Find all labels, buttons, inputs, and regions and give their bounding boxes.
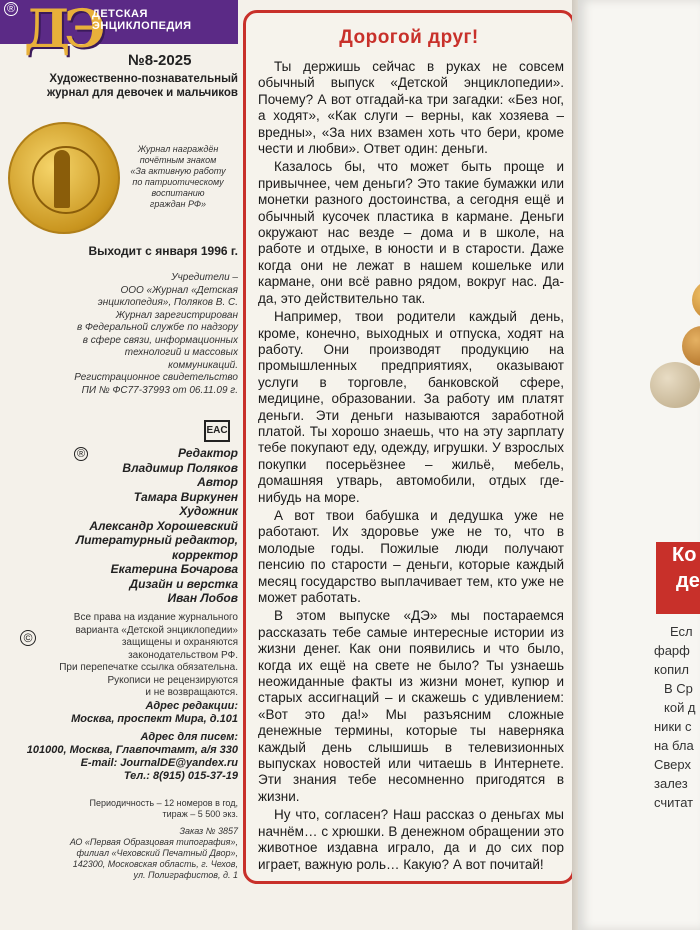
periodicity <box>4 798 238 820</box>
printer-line: филиал «Чеховский Печатный Двор», <box>76 848 238 858</box>
publishing-since: Выходит с января 1996 г. <box>88 244 238 258</box>
letter-paragraph: Ну что, согласен? Наш рассказ о деньгах мы начнём… с хрюшки. В денежном обращении это животное издавна играло, да и до сих пор играет, важную роль… Какую? А вот почитай! <box>258 807 564 872</box>
credit-role: Литературный редактор, <box>75 533 238 547</box>
founders-line: ПИ № ФС77-37993 от 06.11.09 г. <box>81 384 238 396</box>
credit-role: Дизайн и верстка <box>129 576 238 591</box>
credit-person: Иван Лобов <box>167 591 238 605</box>
printer-line: 142300, Московская область, г. Чехов, <box>72 859 238 869</box>
credit-person: Тамара Виркунен <box>133 489 238 504</box>
credit-person: Екатерина Бочарова <box>110 562 238 576</box>
editor-letter <box>243 10 575 884</box>
letter-paragraph: Казалось бы, что может быть проще и привычнее, чем деньги? Это такие бумажки или монетки разного достоинства, а сегодня ещё и обычный кусочек пластика в кармане. Деньги окружают нас везде – дома и в школе, на работе и отдыхе, в юности и в старости. Даже когда они не лежат в нашем кошельке или кармане, они всё равно рядом, вокруг нас. Да-да, это действительно так. <box>258 159 564 306</box>
credit-role: Художник <box>179 504 238 518</box>
text-fragment: кой д <box>664 700 696 715</box>
credit-role: корректор <box>172 547 238 562</box>
award-note-line: воспитанию <box>151 188 205 198</box>
credit-role: Автор <box>197 475 238 489</box>
founders-line: энциклопедия», Поляков В. С. <box>97 297 238 308</box>
address-label: Адрес для писем: <box>140 731 238 743</box>
award-note-line: «За активную работу <box>130 166 226 176</box>
periodicity-line: Периодичность – 12 номеров в год, <box>89 798 238 808</box>
rights-line: Все права на издание журнального <box>73 612 238 623</box>
letter-body <box>258 59 564 875</box>
heading-fragment: Ко <box>672 544 697 566</box>
copyright-icon: © <box>20 630 36 646</box>
credit-person: Владимир Поляков <box>122 460 238 475</box>
heading-fragment: де <box>676 570 700 592</box>
coin-icon <box>692 280 700 320</box>
address-line: 101000, Москва, Главпочтамт, а/я 330 <box>26 744 238 756</box>
logo-letters: ДЭ <box>24 0 100 60</box>
logo-name-line: ДЕТСКАЯ <box>92 8 148 20</box>
address-label: Адрес редакции: <box>145 700 238 712</box>
text-fragment: Сверх <box>654 757 691 772</box>
logo-name-line: ЭНЦИКЛОПЕДИЯ <box>92 20 192 32</box>
rights-line: защищены и охраняются <box>121 637 238 648</box>
rights-line: варианта «Детской энциклопедии» <box>75 624 238 636</box>
subtitle-line: журнал для девочек и мальчиков <box>47 87 238 99</box>
coins-illustration <box>656 270 700 420</box>
printer-line: ул. Полиграфистов, д. 1 <box>133 870 238 880</box>
founders-line: Журнал зарегистрирован <box>115 309 238 321</box>
letter-paragraph: Например, твои родители каждый день, кроме, конечно, выходных и отпуска, ходят на работу. Они производят продукцию на промышленных предприятиях, оказывают услуги в торговле, банковской сфере, медицине, образовании. За работу им платят деньги. Эти деньги называются заработной платой. Ты хорошо знаешь, что на эту зарплату тебе покупают еду, одежду, игрушки. У взрослых покупки посерьёзнее – жильё, мебель, домашняя утварь, автомобили, отдых где-нибудь на море. <box>258 309 564 505</box>
rights-line: и не возвращаются. <box>145 687 238 698</box>
phone-line: Тел.: 8(915) 015-37-19 <box>123 770 238 782</box>
issue-number: №8-2025 <box>128 52 192 69</box>
credits <box>4 446 238 606</box>
registered-mark: ® <box>74 447 88 461</box>
text-fragment: залез <box>654 776 688 791</box>
text-fragment: считат <box>654 795 694 810</box>
right-page-text <box>654 622 700 812</box>
coin-icon <box>682 326 700 366</box>
printer-line: АО «Первая Образцовая типография», <box>69 837 238 847</box>
text-fragment: Есл <box>670 624 693 639</box>
founders-line: коммуникаций. <box>168 359 238 371</box>
award-medal-icon <box>8 122 120 234</box>
eac-mark-icon: EAC <box>204 420 230 442</box>
printer-line: Заказ № 3857 <box>179 826 238 836</box>
logo-name <box>92 8 192 32</box>
founders-line: технологий и массовых <box>124 347 238 358</box>
subtitle-line: Художественно-познавательный <box>49 73 238 85</box>
letter-title: Дорогой друг! <box>339 27 479 48</box>
contact-address <box>4 700 238 783</box>
letter-paragraph: А вот твои бабушка и дедушка уже не работают. Их здоровье уже не то, что в молодые годы. Пожилые люди получают пенсию по старости – деньги, которые каждый месяц государство выплачивает тем, кто уже не может работать. <box>258 507 564 605</box>
rights-notice <box>40 612 238 700</box>
founders-line: Учредители – <box>171 272 238 283</box>
award-note <box>118 144 238 210</box>
award-note-line: почётным знаком <box>139 155 217 165</box>
periodicity-line: тираж – 5 500 экз. <box>162 809 238 819</box>
printer-info <box>4 826 238 881</box>
award-note-line: по патриотическому <box>132 177 224 187</box>
coin-icon <box>650 362 700 408</box>
founders-info <box>4 272 238 397</box>
rights-line: законодательством РФ. <box>128 649 238 661</box>
right-page-heading <box>656 542 700 614</box>
email-line: E-mail: JournalDE@yandex.ru <box>80 757 238 769</box>
text-fragment: копил <box>654 662 689 677</box>
founders-line: ООО «Журнал «Детская <box>120 284 238 296</box>
letter-paragraph: В этом выпуске «ДЭ» мы постараемся рассказать тебе самые интересные истории из жизни денег. Как они появились и что было, когда их ещё на свете не было? Ты узнаешь неожиданные факты из жизни монет, купюр и старых ассигнаций – и скажешь с удивлением: «Вот это да!» Мы разъясним сложные денежные термины, которые ты наверняка каждый день слышишь в телевизионных выпусках новостей или читаешь в Интернете. Эти знания тебе несомненно пригодятся в жизни. <box>258 608 564 804</box>
text-fragment: ники с <box>654 719 692 734</box>
rights-line: Рукописи не рецензируются <box>107 674 238 686</box>
credit-role: Редактор <box>177 446 238 460</box>
masthead-band <box>0 0 238 60</box>
medal-figure <box>54 150 70 208</box>
founders-line: Регистрационное свидетельство <box>74 372 238 383</box>
founders-line: в Федеральной службе по надзору <box>76 322 238 333</box>
registered-mark: ® <box>4 2 18 16</box>
text-fragment: В Ср <box>664 681 693 696</box>
magazine-subtitle <box>4 72 238 100</box>
rights-line: При перепечатке ссылка обязательна. <box>59 662 238 673</box>
award-note-line: граждан РФ» <box>149 199 207 209</box>
founders-line: в сфере связи, информационных <box>82 334 238 346</box>
text-fragment: на бла <box>654 738 694 753</box>
text-fragment: фарф <box>654 643 690 658</box>
address-line: Москва, проспект Мира, д.101 <box>71 713 238 725</box>
letter-paragraph: Ты держишь сейчас в руках не совсем обычный выпуск «Детской энциклопедии». Почему? А вот отгадай-ка три загадки: «Без ног, а ходят», «Как слуги – верны, как хозяева – вредны», «За них взамен хоть что бери, кроме чести и любви». Ответ один: деньги. <box>258 59 564 157</box>
award-note-line: Журнал награждён <box>137 144 219 154</box>
credit-person: Александр Хорошевский <box>89 518 238 533</box>
